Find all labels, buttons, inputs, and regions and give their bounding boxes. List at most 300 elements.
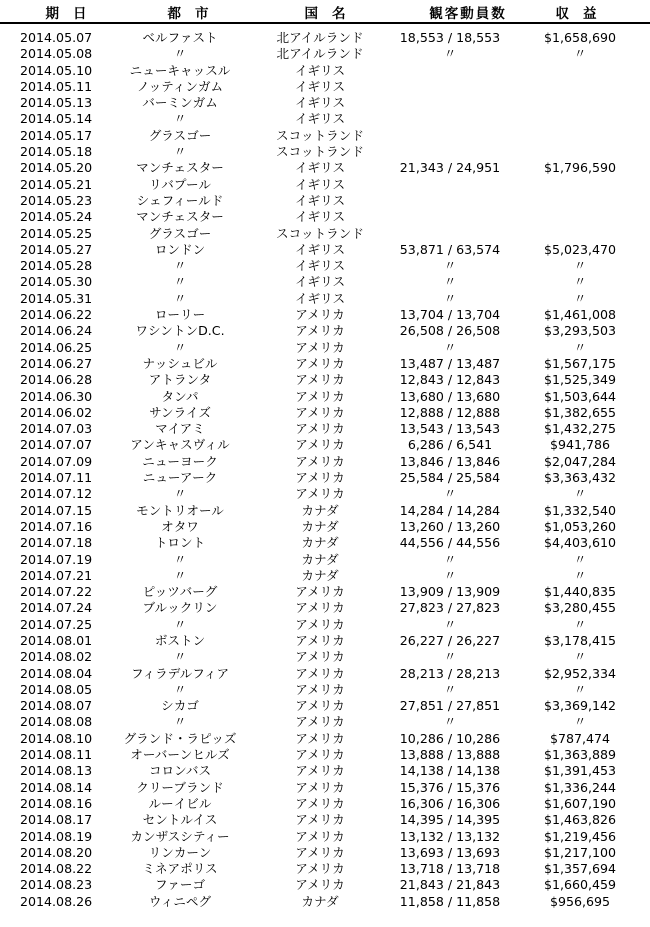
cell-country: アメリカ <box>295 747 345 763</box>
cell-city: グラスゴー <box>148 127 212 143</box>
cell-date: 2014.06.27 <box>20 355 93 371</box>
cell-date: 2014.05.08 <box>20 46 93 62</box>
cell-city: ルーイビル <box>148 795 212 811</box>
cell-date: 2014.08.04 <box>20 665 93 681</box>
cell-country: アメリカ <box>295 453 345 469</box>
cell-rev: $1,463,826 <box>543 812 617 828</box>
cell-city: 〃 <box>173 551 187 567</box>
cell-att: 6,286 / 6,541 <box>407 437 493 453</box>
cell-date: 2014.08.05 <box>20 681 93 697</box>
cell-date: 2014.07.25 <box>20 616 93 632</box>
table-row <box>0 763 650 779</box>
table-row <box>0 193 650 209</box>
cell-att: 21,343 / 24,951 <box>399 160 501 176</box>
cell-country: アメリカ <box>295 861 345 877</box>
cell-date: 2014.08.14 <box>20 779 93 795</box>
cell-city: 〃 <box>173 144 187 160</box>
cell-rev: 〃 <box>573 46 587 62</box>
cell-country: イギリス <box>294 176 346 192</box>
cell-date: 2014.05.10 <box>20 62 93 78</box>
cell-city: 〃 <box>173 567 187 583</box>
cell-country: アメリカ <box>295 828 345 844</box>
cell-date: 2014.05.18 <box>20 144 93 160</box>
cell-att: 11,858 / 11,858 <box>399 893 501 909</box>
table-row <box>0 291 650 307</box>
cell-country: アメリカ <box>295 486 345 502</box>
cell-city: ブルックリン <box>142 600 218 616</box>
cell-date: 2014.07.16 <box>20 518 93 534</box>
cell-att: 53,871 / 63,574 <box>399 241 501 257</box>
cell-country: アメリカ <box>295 600 345 616</box>
table-row <box>0 519 650 535</box>
cell-city: サンライズ <box>149 404 211 420</box>
cell-att: 21,843 / 21,843 <box>399 877 501 893</box>
table-row <box>0 242 650 258</box>
header-attendance: 観客動員数 <box>429 6 507 22</box>
cell-att: 13,132 / 13,132 <box>399 828 501 844</box>
cell-city: リバプール <box>149 176 211 192</box>
cell-rev: $1,660,459 <box>543 877 617 893</box>
cell-country: アメリカ <box>295 730 345 746</box>
cell-country: イギリス <box>294 192 346 208</box>
cell-city: クリーブランド <box>136 779 224 795</box>
cell-date: 2014.05.20 <box>20 160 93 176</box>
cell-date: 2014.07.12 <box>20 486 93 502</box>
cell-city: 〃 <box>173 258 187 274</box>
cell-att: 25,584 / 25,584 <box>399 470 501 486</box>
cell-att: 〃 <box>443 649 457 665</box>
table-row <box>0 617 650 633</box>
cell-date: 2014.08.17 <box>20 812 93 828</box>
cell-city: グラスゴー <box>148 225 212 241</box>
table-row <box>0 861 650 877</box>
cell-city: マイアミ <box>155 421 205 437</box>
table-row <box>0 568 650 584</box>
cell-rev: $5,023,470 <box>543 241 617 257</box>
cell-city: ファーゴ <box>154 877 206 893</box>
cell-att: 27,823 / 27,823 <box>399 600 501 616</box>
cell-att: 28,213 / 28,213 <box>399 665 501 681</box>
cell-rev: $1,217,100 <box>543 844 617 860</box>
header-city: 都市 <box>167 6 223 22</box>
cell-date: 2014.06.24 <box>20 323 93 339</box>
table-row <box>0 111 650 127</box>
table-row <box>0 177 650 193</box>
cell-att: 15,376 / 15,376 <box>399 779 501 795</box>
cell-country: アメリカ <box>295 763 345 779</box>
cell-att: 14,138 / 14,138 <box>399 763 501 779</box>
cell-att: 13,487 / 13,487 <box>399 355 501 371</box>
cell-country: アメリカ <box>295 307 345 323</box>
table-row <box>0 389 650 405</box>
cell-country: カナダ <box>301 518 339 534</box>
cell-country: カナダ <box>301 567 339 583</box>
table-row <box>0 894 650 910</box>
cell-date: 2014.07.18 <box>20 535 93 551</box>
cell-city: 〃 <box>173 111 187 127</box>
cell-city: ボストン <box>154 632 206 648</box>
cell-city: ノッティンガム <box>136 78 224 94</box>
cell-country: アメリカ <box>295 372 345 388</box>
cell-rev: $3,178,415 <box>543 632 617 648</box>
cell-rev: 〃 <box>573 649 587 665</box>
cell-date: 2014.07.07 <box>20 437 93 453</box>
cell-country: アメリカ <box>295 812 345 828</box>
table-row <box>0 437 650 453</box>
cell-rev: $1,219,456 <box>543 828 617 844</box>
cell-rev: $956,695 <box>549 893 611 909</box>
cell-country: アメリカ <box>295 437 345 453</box>
cell-city: 〃 <box>173 486 187 502</box>
cell-country: カナダ <box>301 551 339 567</box>
cell-country: スコットランド <box>276 127 364 143</box>
cell-date: 2014.08.02 <box>20 649 93 665</box>
cell-date: 2014.08.16 <box>20 795 93 811</box>
cell-country: カナダ <box>301 502 339 518</box>
cell-city: 〃 <box>173 290 187 306</box>
table-row <box>0 812 650 828</box>
cell-city: 〃 <box>173 616 187 632</box>
cell-date: 2014.07.21 <box>20 567 93 583</box>
cell-rev: $1,796,590 <box>543 160 617 176</box>
table-row <box>0 454 650 470</box>
cell-date: 2014.06.22 <box>20 307 93 323</box>
cell-country: カナダ <box>301 535 339 551</box>
cell-city: 〃 <box>173 274 187 290</box>
cell-country: アメリカ <box>295 779 345 795</box>
cell-date: 2014.08.13 <box>20 763 93 779</box>
cell-country: アメリカ <box>295 421 345 437</box>
cell-date: 2014.08.19 <box>20 828 93 844</box>
cell-date: 2014.05.23 <box>20 192 93 208</box>
cell-rev: $2,047,284 <box>543 453 617 469</box>
cell-country: イギリス <box>294 274 346 290</box>
table-row <box>0 258 650 274</box>
table-row <box>0 79 650 95</box>
table-row <box>0 226 650 242</box>
cell-date: 2014.08.22 <box>20 861 93 877</box>
cell-city: ニューアーク <box>142 470 218 486</box>
cell-city: セントルイス <box>142 812 218 828</box>
table-row <box>0 46 650 62</box>
table-row <box>0 95 650 111</box>
cell-city: モントリオール <box>136 502 224 518</box>
cell-date: 2014.06.25 <box>20 339 93 355</box>
cell-country: イギリス <box>294 209 346 225</box>
cell-city: フィラデルフィア <box>130 665 230 681</box>
table-row <box>0 372 650 388</box>
cell-country: アメリカ <box>295 470 345 486</box>
table-row <box>0 340 650 356</box>
cell-city: アトランタ <box>148 372 212 388</box>
table-row <box>0 405 650 421</box>
cell-country: イギリス <box>294 258 346 274</box>
cell-rev: $2,952,334 <box>543 665 617 681</box>
cell-city: ワシントンD.C. <box>135 323 225 339</box>
cell-city: グランド・ラピッズ <box>123 730 237 746</box>
cell-city: タンパ <box>161 388 199 404</box>
cell-date: 2014.08.11 <box>20 747 93 763</box>
cell-date: 2014.08.08 <box>20 714 93 730</box>
cell-country: アメリカ <box>295 698 345 714</box>
table-row <box>0 503 650 519</box>
cell-att: 44,556 / 44,556 <box>399 535 501 551</box>
table-row <box>0 877 650 893</box>
cell-country: スコットランド <box>276 144 364 160</box>
cell-city: 〃 <box>173 681 187 697</box>
table-row <box>0 698 650 714</box>
cell-country: アメリカ <box>295 355 345 371</box>
table-body <box>0 30 650 910</box>
cell-att: 27,851 / 27,851 <box>399 698 501 714</box>
cell-country: アメリカ <box>295 681 345 697</box>
table-row <box>0 421 650 437</box>
table-row <box>0 274 650 290</box>
table-row <box>0 829 650 845</box>
cell-att: 10,286 / 10,286 <box>399 730 501 746</box>
cell-country: アメリカ <box>295 339 345 355</box>
cell-att: 〃 <box>443 339 457 355</box>
cell-country: イギリス <box>294 290 346 306</box>
table-row <box>0 160 650 176</box>
cell-date: 2014.07.22 <box>20 584 93 600</box>
cell-att: 〃 <box>443 714 457 730</box>
cell-att: 13,704 / 13,704 <box>399 307 501 323</box>
cell-date: 2014.05.28 <box>20 258 93 274</box>
cell-date: 2014.07.15 <box>20 502 93 518</box>
cell-date: 2014.05.30 <box>20 274 93 290</box>
table-row <box>0 209 650 225</box>
cell-rev: 〃 <box>573 274 587 290</box>
cell-date: 2014.07.11 <box>20 470 93 486</box>
cell-rev: 〃 <box>573 681 587 697</box>
cell-country: イギリス <box>294 95 346 111</box>
cell-rev: $1,658,690 <box>543 30 617 45</box>
cell-att: 〃 <box>443 258 457 274</box>
table-row <box>0 682 650 698</box>
cell-city: ベルファスト <box>142 30 218 45</box>
cell-rev: $787,474 <box>549 730 611 746</box>
cell-city: 〃 <box>173 46 187 62</box>
cell-city: 〃 <box>173 714 187 730</box>
table-row <box>0 535 650 551</box>
cell-att: 26,227 / 26,227 <box>399 632 501 648</box>
cell-att: 〃 <box>443 616 457 632</box>
cell-city: シカゴ <box>161 698 199 714</box>
cell-rev: $3,369,142 <box>543 698 617 714</box>
cell-rev: $1,432,275 <box>543 421 617 437</box>
cell-country: アメリカ <box>295 616 345 632</box>
header-country: 国名 <box>304 6 360 22</box>
cell-date: 2014.05.24 <box>20 209 93 225</box>
cell-country: アメリカ <box>295 388 345 404</box>
cell-rev: 〃 <box>573 714 587 730</box>
cell-country: アメリカ <box>295 632 345 648</box>
cell-city: ミネアポリス <box>142 861 218 877</box>
cell-date: 2014.05.13 <box>20 95 93 111</box>
cell-att: 〃 <box>443 290 457 306</box>
cell-att: 〃 <box>443 567 457 583</box>
cell-date: 2014.05.21 <box>20 176 93 192</box>
cell-country: カナダ <box>301 893 339 909</box>
cell-att: 12,843 / 12,843 <box>399 372 501 388</box>
cell-country: アメリカ <box>295 844 345 860</box>
table-row <box>0 714 650 730</box>
cell-rev: $941,786 <box>549 437 611 453</box>
cell-rev: $1,525,349 <box>543 372 617 388</box>
cell-rev: $1,440,835 <box>543 584 617 600</box>
cell-att: 〃 <box>443 681 457 697</box>
cell-date: 2014.06.02 <box>20 404 93 420</box>
cell-city: ピッツバーグ <box>142 584 218 600</box>
cell-att: 18,553 / 18,553 <box>399 30 501 45</box>
cell-city: オーバーンヒルズ <box>130 747 230 763</box>
table-row <box>0 649 650 665</box>
cell-att: 13,909 / 13,909 <box>399 584 501 600</box>
cell-city: シェフィールド <box>136 192 224 208</box>
cell-city: ロンドン <box>154 241 206 257</box>
table-header <box>0 0 650 24</box>
cell-date: 2014.05.11 <box>20 78 93 94</box>
table-row <box>0 796 650 812</box>
cell-att: 13,680 / 13,680 <box>399 388 501 404</box>
cell-att: 12,888 / 12,888 <box>399 404 501 420</box>
cell-date: 2014.05.27 <box>20 241 93 257</box>
cell-rev: 〃 <box>573 258 587 274</box>
cell-rev: $1,382,655 <box>543 404 617 420</box>
cell-rev: $3,293,503 <box>543 323 617 339</box>
cell-city: 〃 <box>173 339 187 355</box>
cell-rev: $1,336,244 <box>543 779 617 795</box>
cell-rev: $1,053,260 <box>543 518 617 534</box>
cell-date: 2014.05.14 <box>20 111 93 127</box>
cell-date: 2014.06.28 <box>20 372 93 388</box>
cell-att: 〃 <box>443 486 457 502</box>
cell-att: 13,888 / 13,888 <box>399 747 501 763</box>
cell-date: 2014.05.07 <box>20 30 93 45</box>
cell-date: 2014.08.07 <box>20 698 93 714</box>
table-row <box>0 128 650 144</box>
cell-date: 2014.05.25 <box>20 225 93 241</box>
table-row <box>0 633 650 649</box>
cell-rev: $1,357,694 <box>543 861 617 877</box>
cell-city: バーミンガム <box>142 95 218 111</box>
cell-city: カンザスシティー <box>130 828 230 844</box>
cell-city: アンキャスヴィル <box>130 437 230 453</box>
cell-country: 北アイルランド <box>276 46 364 62</box>
table-row <box>0 552 650 568</box>
cell-att: 13,846 / 13,846 <box>399 453 501 469</box>
cell-rev: $1,567,175 <box>543 355 617 371</box>
cell-date: 2014.08.01 <box>20 632 93 648</box>
cell-date: 2014.06.30 <box>20 388 93 404</box>
cell-city: ウィニペグ <box>148 893 212 909</box>
table-row <box>0 356 650 372</box>
cell-rev: 〃 <box>573 290 587 306</box>
cell-country: アメリカ <box>295 404 345 420</box>
cell-city: ナッシュビル <box>142 355 218 371</box>
cell-date: 2014.07.09 <box>20 453 93 469</box>
cell-att: 14,284 / 14,284 <box>399 502 501 518</box>
table-row <box>0 323 650 339</box>
cell-country: イギリス <box>294 78 346 94</box>
cell-city: コロンバス <box>148 763 212 779</box>
table-row <box>0 486 650 502</box>
cell-date: 2014.08.26 <box>20 893 93 909</box>
table-row <box>0 666 650 682</box>
cell-att: 13,693 / 13,693 <box>399 844 501 860</box>
cell-rev: $3,363,432 <box>543 470 617 486</box>
cell-rev: 〃 <box>573 551 587 567</box>
table-row <box>0 600 650 616</box>
cell-date: 2014.07.24 <box>20 600 93 616</box>
cell-city: オタワ <box>161 518 199 534</box>
header-revenue: 収益 <box>555 6 611 22</box>
table-row <box>0 307 650 323</box>
cell-city: ニューヨーク <box>142 453 218 469</box>
cell-country: アメリカ <box>295 877 345 893</box>
cell-city: ローリー <box>154 307 206 323</box>
table-row <box>0 780 650 796</box>
cell-country: アメリカ <box>295 649 345 665</box>
table-row <box>0 30 650 46</box>
cell-att: 〃 <box>443 551 457 567</box>
table-row <box>0 144 650 160</box>
cell-city: トロント <box>154 535 206 551</box>
cell-country: アメリカ <box>295 795 345 811</box>
cell-rev: 〃 <box>573 339 587 355</box>
cell-rev: $1,461,008 <box>543 307 617 323</box>
cell-city: リンカーン <box>148 844 212 860</box>
cell-rev: $1,391,453 <box>543 763 617 779</box>
cell-country: アメリカ <box>295 665 345 681</box>
cell-att: 26,508 / 26,508 <box>399 323 501 339</box>
cell-rev: 〃 <box>573 567 587 583</box>
header-date: 期日 <box>45 6 101 22</box>
cell-date: 2014.08.10 <box>20 730 93 746</box>
cell-country: 北アイルランド <box>276 30 364 45</box>
table-row <box>0 584 650 600</box>
cell-country: スコットランド <box>276 225 364 241</box>
cell-date: 2014.07.19 <box>20 551 93 567</box>
cell-country: イギリス <box>294 241 346 257</box>
cell-date: 2014.08.20 <box>20 844 93 860</box>
table-row <box>0 747 650 763</box>
cell-city: 〃 <box>173 649 187 665</box>
cell-country: イギリス <box>294 62 346 78</box>
table-row <box>0 63 650 79</box>
cell-rev: $1,363,889 <box>543 747 617 763</box>
cell-att: 13,718 / 13,718 <box>399 861 501 877</box>
cell-att: 13,260 / 13,260 <box>399 518 501 534</box>
cell-rev: $1,607,190 <box>543 795 617 811</box>
cell-att: 〃 <box>443 46 457 62</box>
table-row <box>0 845 650 861</box>
cell-date: 2014.07.03 <box>20 421 93 437</box>
cell-att: 16,306 / 16,306 <box>399 795 501 811</box>
cell-att: 〃 <box>443 274 457 290</box>
cell-country: アメリカ <box>295 323 345 339</box>
cell-date: 2014.05.17 <box>20 127 93 143</box>
cell-date: 2014.05.31 <box>20 290 93 306</box>
cell-city: マンチェスター <box>136 160 224 176</box>
cell-att: 14,395 / 14,395 <box>399 812 501 828</box>
cell-rev: $1,503,644 <box>543 388 617 404</box>
cell-rev: 〃 <box>573 486 587 502</box>
cell-country: アメリカ <box>295 714 345 730</box>
cell-att: 13,543 / 13,543 <box>399 421 501 437</box>
cell-rev: $1,332,540 <box>543 502 617 518</box>
